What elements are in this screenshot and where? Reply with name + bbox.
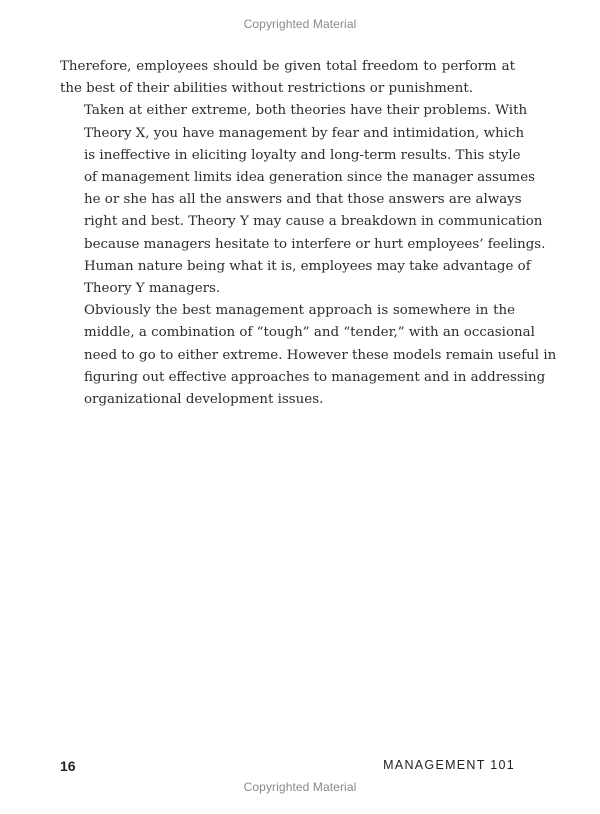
copyright-watermark-top: Copyrighted Material <box>243 17 357 31</box>
running-head: MANAGEMENT 101 <box>383 758 515 772</box>
body-text <box>60 56 557 411</box>
text-line: Obviously the best management approach is somewhere in the <box>84 303 515 319</box>
text-line: Therefore, employees should be given total freedom to perform at <box>60 59 515 74</box>
text-line: Taken at either extreme, both theories have their problems. With <box>84 103 528 119</box>
text-line: the best of their abilities without restrictions or punishment. <box>60 81 473 97</box>
page-number: 16 <box>60 758 76 774</box>
text-line: is ineffective in eliciting loyalty and long-term results. This style <box>84 147 521 163</box>
paragraph-1 <box>60 56 515 100</box>
paragraph-3 <box>60 300 557 411</box>
text-line: figuring out effective approaches to management and in addressing <box>84 369 546 385</box>
text-line: Theory X, you have management by fear and intimidation, which <box>84 125 525 141</box>
paragraph-2 <box>60 100 546 300</box>
text-line: organizational development issues. <box>84 392 324 408</box>
text-line: Human nature being what it is, employees may take advantage of <box>84 258 531 274</box>
text-line: right and best. Theory Y may cause a breakdown in communication <box>84 214 543 230</box>
text-line: Theory Y managers. <box>84 281 221 297</box>
text-line: middle, a combination of “tough” and “tender,” with an occasional <box>84 325 535 341</box>
text-line: because managers hesitate to interfere or hurt employees’ feelings. <box>84 236 546 252</box>
text-line: he or she has all the answers and that those answers are always <box>84 192 522 208</box>
text-line: of management limits idea generation since the manager assumes <box>84 170 535 186</box>
text-line: need to go to either extreme. However these models remain useful in <box>84 347 557 363</box>
copyright-watermark-bottom: Copyrighted Material <box>243 780 357 794</box>
